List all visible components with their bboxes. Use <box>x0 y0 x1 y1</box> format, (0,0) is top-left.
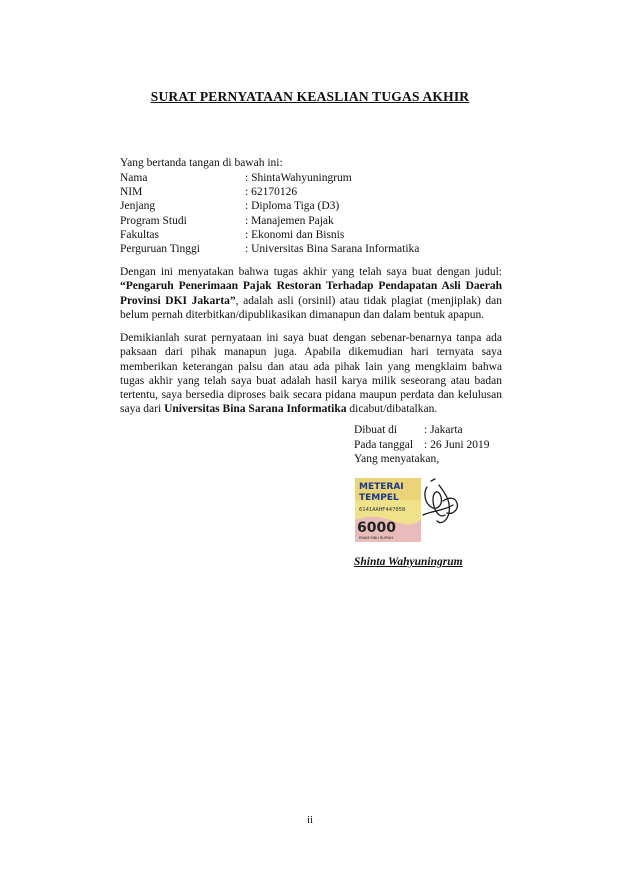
field-label: Jenjang <box>120 200 156 213</box>
date-row <box>354 438 490 453</box>
identity-fields <box>120 171 419 256</box>
closing-text: Yang menyatakan, <box>354 453 440 465</box>
stamp-amount-words: ENAM RIBU RUPIAH <box>359 536 394 540</box>
place-row <box>354 423 490 438</box>
place-label: Dibuat di <box>354 424 398 436</box>
field-value: : 62170126 <box>245 186 298 199</box>
stamp-line2: TEMPEL <box>359 493 399 503</box>
field-row-perguruan-tinggi <box>120 242 419 256</box>
signer-name: Shinta Wahyuningrum <box>354 556 463 568</box>
university-name: Universitas Bina Sarana Informatika <box>164 403 347 416</box>
field-label: Nama <box>120 172 148 184</box>
field-row-nama <box>120 171 419 185</box>
field-row-program-studi <box>120 214 419 228</box>
field-row-fakultas <box>120 228 419 242</box>
field-value: : ShintaWahyuningrum <box>245 172 352 184</box>
revenue-stamp-with-signature <box>353 475 463 545</box>
signature-block <box>354 423 490 467</box>
declaration-text: Demikianlah surat pernyataan ini saya buat dengan sebenar-benarnya tanpa ada paksaan dari pihak manapun juga. Apabila dikemudian hari ternyata saya memberikan keterangan palsu dan atau ada pihak lain yang mengklaim bahwa tugas akhir yang telah saya buat adalah hasil karya milik seseorang atau badan tertentu, saya bersedia diproses baik secara pidana maupun perdata dan kelulusan saya dari <box>120 332 502 416</box>
declaration-end: dicabut/dibatalkan. <box>346 403 438 416</box>
field-label: Program Studi <box>120 214 187 227</box>
document-title: SURAT PERNYATAAN KEASLIAN TUGAS AKHIR <box>150 89 470 104</box>
stamp-amount: 6000 <box>357 520 396 536</box>
statement-lead: Dengan ini menyatakan bahwa tugas akhir yang telah saya buat dengan judul: <box>120 266 502 278</box>
field-value: : Universitas Bina Sarana Informatika <box>245 243 420 256</box>
statement-paragraph <box>120 265 502 322</box>
place-value: : Jakarta <box>424 424 463 436</box>
statement-rest: , adalah asli (orsinil) atau tidak plagiat (menjiplak) dan belum pernah diterbitkan/dipublikasikan dimanapun dan dalam bentuk apapun. <box>120 294 502 321</box>
date-value: : 26 Juni 2019 <box>424 438 490 451</box>
field-label: Perguruan Tinggi <box>120 243 200 256</box>
field-label: NIM <box>120 186 143 199</box>
field-row-nim <box>120 185 419 199</box>
field-value: : Ekonomi dan Bisnis <box>245 228 345 241</box>
page-number: ii <box>306 814 314 826</box>
date-label: Pada tanggal <box>354 438 414 451</box>
field-value: : Manajemen Pajak <box>245 214 334 227</box>
field-label: Fakultas <box>120 228 159 241</box>
stamp-serial: 6141AAHF447058 <box>359 507 406 513</box>
stamp-line1: METERAI <box>359 482 404 492</box>
intro-text: Yang bertanda tangan di bawah ini: <box>120 157 283 169</box>
thesis-title: “Pengaruh Penerimaan Pajak Restoran Terhadap Pendapatan Asli Daerah Provinsi DKI Jakarta” <box>120 280 502 307</box>
handwritten-signature <box>423 479 457 523</box>
field-value: : Diploma Tiga (D3) <box>245 200 340 213</box>
declaration-paragraph <box>120 331 502 417</box>
field-row-jenjang <box>120 199 419 213</box>
